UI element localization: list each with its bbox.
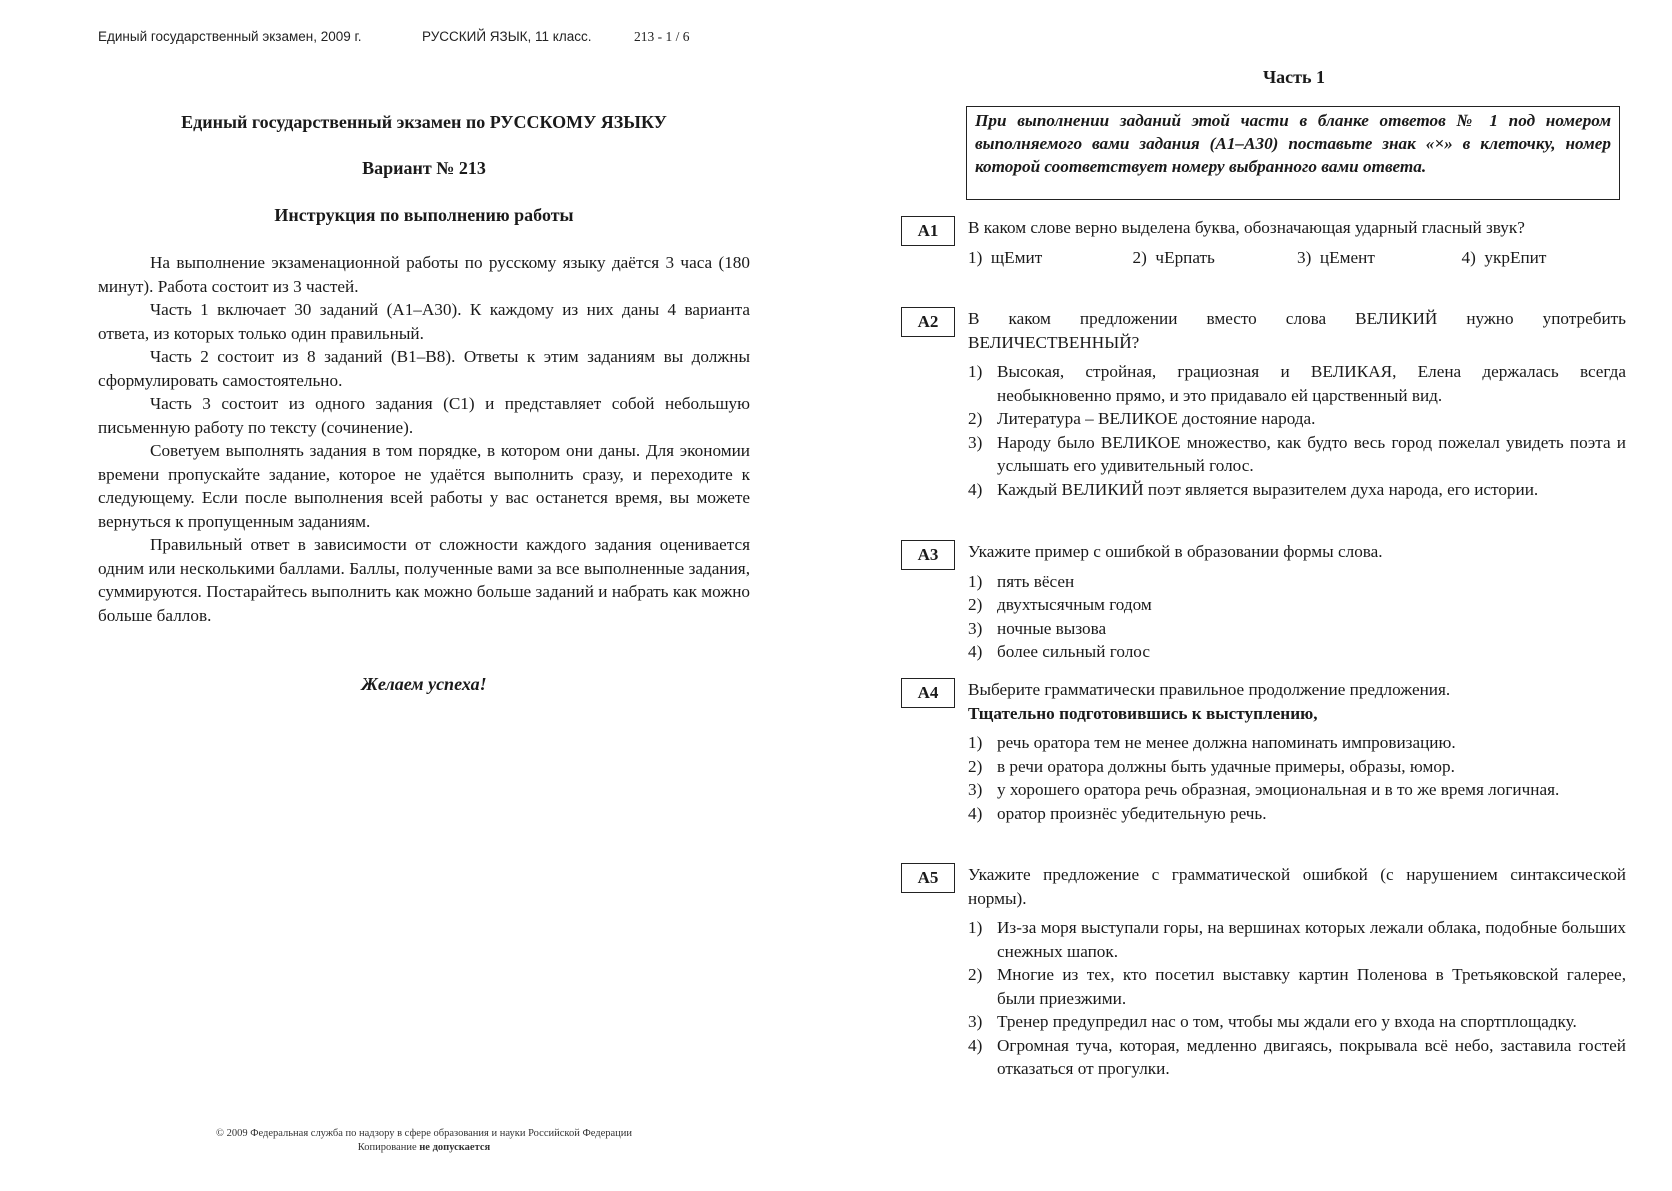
paragraph: На выполнение экзаменационной работы по русскому языку даётся 3 часа (180 минут). Работа состоит из 3 частей.	[98, 253, 750, 296]
answer-option[interactable]: 4) более сильный голос	[968, 642, 1150, 661]
question-prompt: Тщательно подготовившись к выступлению,	[968, 703, 1318, 723]
answer-options	[968, 246, 1626, 270]
answer-option[interactable]: 1) Высокая, стройная, грациозная и ВЕЛИКАЯ, Елена держалась всегда необыкновенно прямо, и это придавало ей царственный вид.	[968, 362, 1626, 405]
answer-option[interactable]: 1) щЕмит	[968, 247, 1043, 267]
answer-option[interactable]: 3) Тренер предупредил нас о том, чтобы мы ждали его у входа на спортплощадку.	[968, 1012, 1577, 1031]
good-luck-text: Желаем успеха!	[361, 674, 487, 694]
paragraph: Правильный ответ в зависимости от сложности каждого задания оценивается одним или несколькими баллами. Баллы, полученные вами за все выполненные задания, суммируются. Постарайтесь выполнить как можно больше заданий и набрать как можно больше баллов.	[98, 535, 750, 625]
question-a2	[968, 307, 1626, 501]
exam-header: Единый государственный экзамен, 2009 г.	[98, 29, 362, 44]
answer-option[interactable]: 1) Из-за моря выступали горы, на вершинах которых лежали облака, подобные больших снежных шапок.	[968, 918, 1626, 961]
question-text: В каком слове верно выделена буква, обозначающая ударный гласный звук?	[968, 218, 1525, 237]
answer-option[interactable]: 4) укрЕпит	[1461, 247, 1547, 267]
answer-option[interactable]: 2) чЕрпать	[1132, 247, 1215, 267]
paragraph: Советуем выполнять задания в том порядке, в котором они даны. Для экономии времени пропускайте задание, которое не удаётся выполнить сразу, и переходите к следующему. Если после выполнения всей работы у вас останется время, вы можете вернуться к пропущенным заданиям.	[98, 441, 750, 531]
question-label-a5: А5	[901, 863, 955, 893]
question-label-a3: А3	[901, 540, 955, 570]
question-text: В каком предложении вместо слова ВЕЛИКИЙ нужно употребить ВЕЛИЧЕСТВЕННЫЙ?	[968, 309, 1626, 352]
paragraph: Часть 3 состоит из одного задания (С1) и представляет собой небольшую письменную работу по тексту (сочинение).	[98, 394, 750, 437]
question-label-a4: А4	[901, 678, 955, 708]
instruction-box: При выполнении заданий этой части в бланке ответов № 1 под номером выполняемого вами задания (А1–А30) поставьте знак «×» в клеточку, номер которой соответствует номеру выбранного вами ответа.	[966, 106, 1620, 200]
answer-option[interactable]: 1) пять вёсен	[968, 571, 1075, 591]
page-number: 213 - 1 / 6	[634, 29, 690, 44]
answer-option[interactable]: 3) Народу было ВЕЛИКОЕ множество, как будто весь город пожелал увидеть поэта и услышать его удивительный голос.	[968, 432, 1626, 475]
answer-options	[968, 731, 1626, 825]
copyright-line: © 2009 Федеральная служба по надзору в сфере образования и науки Российской Федерации	[215, 1128, 633, 1139]
copy-notice-bold: не допускается	[419, 1142, 491, 1153]
copy-notice-prefix: Копирование	[357, 1142, 417, 1153]
answer-option[interactable]: 3) ночные вызова	[968, 618, 1107, 638]
copyright-footer	[98, 1127, 750, 1155]
answer-option[interactable]: 2) в речи оратора должны быть удачные примеры, образы, юмор.	[968, 756, 1455, 776]
question-a4	[968, 678, 1626, 825]
question-text: Укажите предложение с грамматической ошибкой (с нарушением синтаксической нормы).	[968, 865, 1626, 908]
question-label-a1: А1	[901, 216, 955, 246]
answer-options	[968, 916, 1626, 1081]
question-a3	[968, 540, 1626, 664]
subject-header: РУССКИЙ ЯЗЫК, 11 класс.	[422, 29, 592, 44]
answer-option[interactable]: 4) Огромная туча, которая, медленно двигаясь, покрывала всё небо, заставила гостей отказаться от прогулки.	[968, 1035, 1626, 1078]
question-a1	[968, 216, 1626, 269]
answer-option[interactable]: 4) Каждый ВЕЛИКИЙ поэт является выразителем духа народа, его истории.	[968, 479, 1539, 499]
answer-option[interactable]: 2) Литература – ВЕЛИКОЕ достояние народа.	[968, 409, 1316, 428]
answer-options	[968, 570, 1626, 664]
answer-option[interactable]: 3) у хорошего оратора речь образная, эмоциональная и в то же время логичная.	[968, 780, 1560, 799]
answer-option[interactable]: 2) двухтысячным годом	[968, 595, 1152, 614]
paragraph: Часть 1 включает 30 заданий (А1–А30). К каждому из них даны 4 варианта ответа, из которых только один правильный.	[98, 300, 750, 343]
question-a5	[968, 863, 1626, 1081]
instructions-body	[98, 251, 750, 627]
question-text: Выберите грамматически правильное продолжение предложения.	[968, 680, 1451, 699]
question-text: Укажите пример с ошибкой в образовании формы слова.	[968, 542, 1383, 561]
instructions-title: Инструкция по выполнению работы	[274, 205, 574, 225]
answer-option[interactable]: 2) Многие из тех, кто посетил выставку картин Поленова в Третьяковской галерее, были приезжими.	[968, 965, 1626, 1008]
answer-option[interactable]: 1) речь оратора тем не менее должна напоминать импровизацию.	[968, 733, 1456, 752]
question-label-a2: А2	[901, 307, 955, 337]
exam-title: Единый государственный экзамен по РУССКОМУ ЯЗЫКУ	[181, 112, 667, 132]
variant-title: Вариант № 213	[362, 158, 486, 178]
part-title: Часть 1	[1262, 67, 1326, 87]
copy-notice	[98, 1141, 750, 1155]
answer-options	[968, 360, 1626, 501]
answer-option[interactable]: 3) цЕмент	[1297, 247, 1375, 267]
answer-option[interactable]: 4) оратор произнёс убедительную речь.	[968, 803, 1267, 823]
paragraph: Часть 2 состоит из 8 заданий (В1–В8). Ответы к этим заданиям вы должны сформулировать самостоятельно.	[98, 347, 750, 390]
